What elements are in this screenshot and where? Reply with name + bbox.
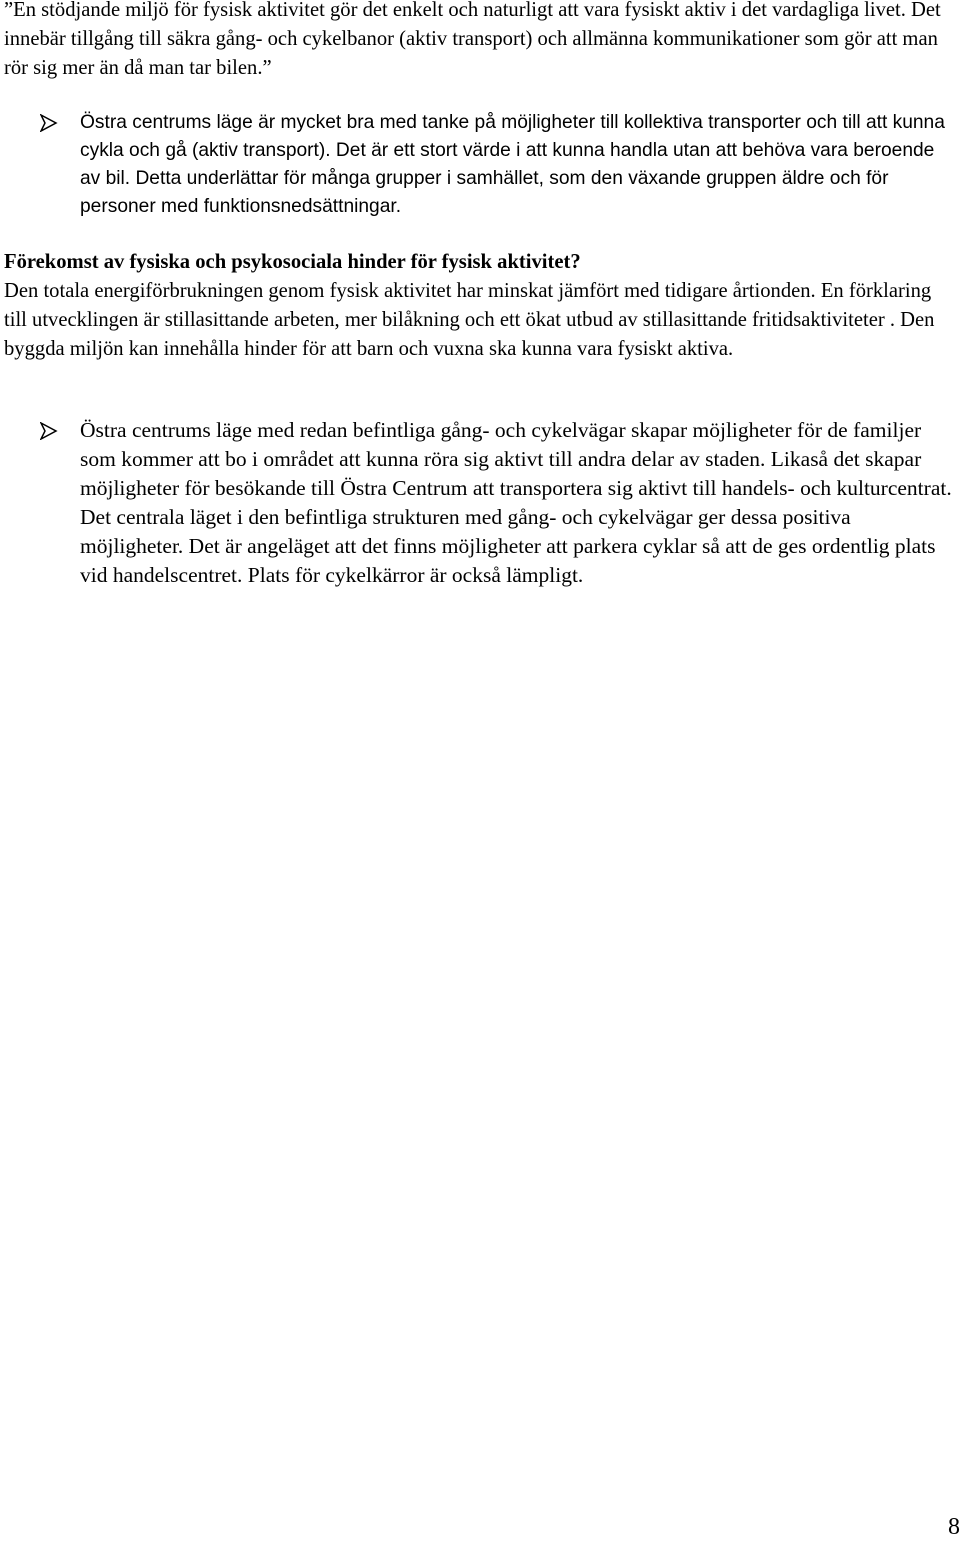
body-paragraph: Den totala energiförbrukningen genom fysisk aktivitet har minskat jämfört med tidigare årtionden. En förklaring till utvecklingen är stillasittande arbeten, mer bilåkning och ett ökat utbud av stillasittande fritidsaktiviteter . Den byggda miljön kan innehålla hinder för att barn och vuxna ska kunna vara fysiskt aktiva.	[4, 280, 935, 360]
bullet-text-transport: Östra centrums läge är mycket bra med tanke på möjligheter till kollektiva transporter och till att kunna cykla och gå (aktiv transport). Det är ett stort värde i att kunna handla utan att behöva vara beroende av bil. Detta underlättar för många grupper i samhället, som den växande gruppen äldre och för personer med funktionsnedsättningar.	[80, 112, 945, 217]
arrowhead-bullet-icon	[40, 114, 58, 132]
arrowhead-bullet-icon	[40, 422, 58, 440]
section-heading: Förekomst av fysiska och psykosociala hinder för fysisk aktivitet?	[4, 251, 581, 273]
page-number: 8	[948, 1514, 960, 1540]
bullet-text-walking-cycling: Östra centrums läge med redan befintliga gång- och cykelvägar skapar möjligheter för de familjer som kommer att bo i området att kunna röra sig aktivt till andra delar av staden. Likaså det skapar möjligheter för besökande till Östra Centrum att transportera sig aktivt till handels- och kulturcentrat. Det centrala läget i den befintliga strukturen med gång- och cykelvägar ger dessa positiva möjligheter. Det är angeläget att det finns möjligheter att parkera cyklar så att de ges ordentlig plats vid handelscentret. Plats för cykelkärror är också lämpligt.	[80, 418, 952, 587]
quote-paragraph: ”En stödjande miljö för fysisk aktivitet gör det enkelt och naturligt att vara fysiskt aktiv i det vardagliga livet. Det innebär tillgång till säkra gång- och cykelbanor (aktiv transport) och allmänna kommunikationer som gör att man rör sig mer än då man tar bilen.”	[4, 0, 941, 79]
